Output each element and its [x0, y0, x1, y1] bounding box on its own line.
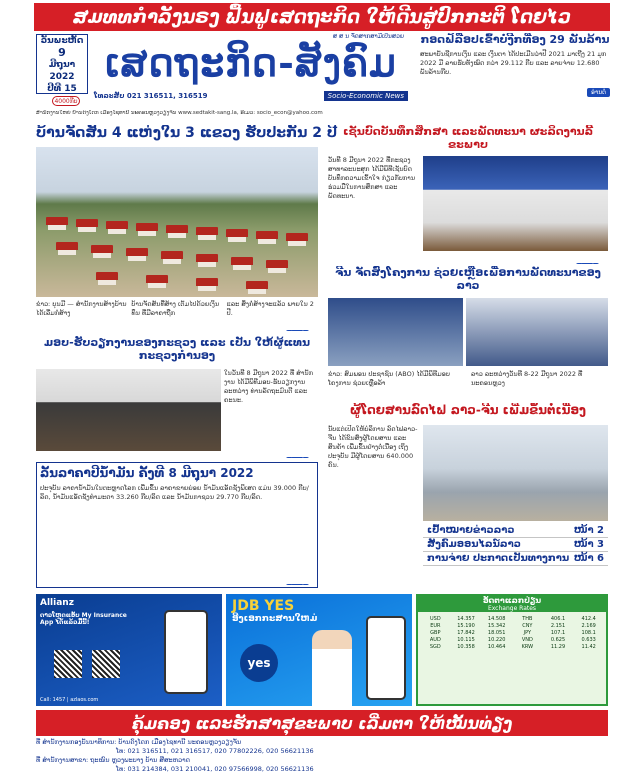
masthead-subtitle: Socio-Economic News — [324, 91, 408, 101]
issue-day: ວັນພະຫັດ — [40, 36, 84, 46]
fuel-headline: ລັ້ນລາຄາປີນ້ຳມັນ ຄັ້ງທີ 8 ມີຖຸນາ 2022 — [40, 466, 254, 480]
rate-cell: KRW — [521, 644, 534, 650]
read-more-button[interactable]: ອ່ານຕໍ່ — [587, 88, 610, 97]
rates-table — [418, 612, 606, 655]
rate-row — [420, 616, 604, 623]
rates-title: ອັດຕາແລກປ່ຽນ — [418, 596, 606, 605]
read-more-button[interactable] — [286, 584, 309, 585]
read-more-button[interactable] — [286, 457, 309, 458]
masthead-tagline: ສ ສ ນ ຈັດສາກສາມືເປັນສວຍ — [332, 33, 404, 40]
footer-phone-1: ໂທ: 021 316511, 021 316517, 020 77802226, 020 56621136 — [116, 747, 314, 755]
train-text: ນັບແຕ່ເປີດໃຫ້ບໍລິການ ລົດໄຟລາວ-ຈີນ ໄດ້ຂົນສົ່ງຜູ້ໂດຍສານ ແລະ ສິນຄ້າ ເພີ່ມຂຶ້ນຢ່າງຕໍ່ເນື່ອງ ເຖິງປະຈຸບັນ ມີຜູ້ໂດຍສານ 640.000 ຄົນ. — [328, 425, 418, 469]
rate-cell: 15.190 — [457, 623, 475, 629]
right-top-headline: ກອດຟ້ລືອປເຂົ້າບໍ່ງີກທີ່ອງ 29 ພັນລ້ານ — [420, 33, 610, 46]
right-story2-columns — [328, 370, 608, 400]
right-story2-headline: ຈີນ ຈັດສົ່ງໂຄງການ ຊ່ວຍເຫຼືອເພື່ອການພັດທະນາຂອງລາວ — [335, 266, 601, 292]
issue-box — [36, 34, 88, 94]
rate-cell: SGD — [429, 644, 441, 650]
jdb-ad[interactable] — [226, 594, 412, 706]
rate-cell: 10.115 — [457, 637, 475, 643]
rates-subtitle: Exchange Rates — [418, 605, 606, 612]
main-story-columns — [36, 300, 318, 330]
read-more-button[interactable] — [286, 330, 309, 331]
train-headline-box — [326, 403, 610, 423]
rate-cell: 17.842 — [457, 630, 475, 636]
rate-cell: 10.464 — [487, 644, 506, 650]
rate-cell: 11.29 — [550, 644, 566, 650]
phone-icon — [366, 616, 406, 700]
right-story2-text-left: ຂ່າວ: ສົມພອນ ປະຊາຊົນ (ABO) ໄດ້ມີພິທີມອບ ໂຄງການ ຊ່ວຍເຫຼືອລ້າ — [328, 370, 450, 387]
footer-phone-2: ໂທ: 031 214384, 031 210041, 020 97566998, 020 56621136 — [116, 765, 314, 773]
mid-story-text-box — [224, 369, 318, 449]
issue-year: ປີທີ 15 — [47, 84, 77, 94]
rate-cell: GBP — [430, 630, 441, 636]
bottom-banner — [36, 710, 608, 736]
rate-cell: USD — [429, 616, 441, 622]
right-story1-text-box — [328, 156, 420, 256]
toc-item[interactable]: ສັງຄົມອອນໄລນ໌ລາວ ໜ້າ 3 — [423, 538, 608, 552]
rate-row — [420, 637, 604, 644]
rate-cell: 412.4 — [581, 616, 596, 622]
footer — [36, 738, 608, 778]
rate-cell: 0.633 — [581, 637, 596, 643]
rate-cell: AUD — [429, 637, 441, 643]
rate-cell: 15.342 — [487, 623, 506, 629]
right-top-story — [420, 33, 610, 123]
footer-address-1: ທີ່ ສຳນັກງານກອງບັນນາທິການ: ບ້ານດົງໂດກ ເມືອງໄຊທານີ ນະຄອນຫຼວງວຽງຈັນ — [36, 738, 242, 746]
price-badge: 4000ກີບ — [52, 96, 80, 106]
main-col-1: ຂ່າວ: ບຸນມີ — ສຳນັກງານສ້າງບ້ານໄດ້ເລີ່ມກໍ່ສ້າງ — [36, 300, 127, 317]
rate-cell: 2.151 — [550, 623, 566, 629]
rate-row — [420, 644, 604, 651]
bottom-banner-text: ຄຸ້ມຄອງ ແລະຮັກສາສຸຂະພາບ ເລີ່ມຕາ ໃຫ້ໝັ້ນທ່ຽງ — [131, 713, 513, 733]
rate-cell: EUR — [430, 623, 441, 629]
rate-cell: 18.051 — [487, 630, 506, 636]
jdb-app-icon: yes — [240, 644, 278, 682]
fuel-price-box — [36, 462, 318, 588]
right-story1-headline: ເຊັນບົດບັນທຶກສຶກສາ ແລະພັດທະນາ ຜະລິດງານລີ້ຂະພາບ — [342, 125, 594, 151]
person-icon — [312, 630, 352, 706]
official-portrait-photo — [466, 298, 608, 366]
main-story-headline: ບ້ານຈັດສັນ 4 ແຫ່ງໃນ 3 ແຂວງ ຮັບປະກັນ 2 ປີ — [36, 125, 338, 141]
top-banner-text: ສມທທກຳລັງນຣງ ຟື້ນຟູເສດຖະກິດ ໃຫ້ດີນສູ່ປົກກະຕິ ໂດຍໄວ — [72, 6, 571, 28]
train-headline: ຜູ້ໂດຍສານລົດໄຟ ລາວ-ຈີນ ເພີ່ມຂຶ້ນຕໍ່ເນື່ອງ — [350, 403, 586, 417]
toc-item[interactable]: ການຈ່າຍ ປະກາດເປັນທາງການ ໜ້າ 6 — [423, 552, 608, 566]
rate-cell: 108.1 — [581, 630, 596, 636]
rate-cell: JPY — [523, 630, 532, 636]
main-story-headline-box — [36, 125, 366, 145]
allianz-text: ດາວໂຫຼດແອັບ My Insurance App ໄດ້ແລ້ວມື້ນີ້! — [40, 612, 127, 626]
rate-cell: 14.508 — [487, 616, 506, 622]
qr-code-icon — [54, 650, 82, 678]
right-story1-headline-box — [326, 125, 610, 153]
jdb-subtitle: ອີງເອກກະສານໃຫມ່ — [232, 614, 318, 624]
rate-cell: 14.357 — [457, 616, 475, 622]
main-col-3: ແລະ ສິ່ງກໍ່ສ້າງຈະແລ້ວ ພາຍໃນ 2 ປີ. — [226, 300, 314, 317]
rate-cell: VND — [521, 637, 533, 643]
rate-cell: 10.358 — [457, 644, 475, 650]
mid-story-text: ໃນວັນທີ 8 ມີຖຸນາ 2022 ທີ່ ສໍານັກງານ ໄດ້ມີພິທີມອບ-ຮັບວຽກງານ ລະຫວ່າງ ທ່ານລັດຖະມົນຕີ ແລະ ຄະນະ. — [224, 369, 314, 404]
masthead-phone: ໂທລະສັບ 021 316511, 316519 — [94, 92, 208, 100]
read-more-button[interactable] — [576, 263, 599, 264]
allianz-ad[interactable] — [36, 594, 222, 706]
main-col-2: ບ້ານຈັດສັນທີ່ສ້າງ ເຕັມໄປດ້ວຍເງິນທຶນ ທີ່ມີລາຄາຖືກ — [131, 300, 220, 317]
rate-cell: 107.1 — [550, 630, 566, 636]
train-station-photo — [423, 425, 608, 521]
rate-cell: THB — [522, 616, 533, 622]
rate-cell: 2.169 — [581, 623, 596, 629]
rate-cell: 11.42 — [581, 644, 596, 650]
issue-month: ມີຖຸນາ 2022 — [48, 60, 76, 82]
rate-row — [420, 623, 604, 630]
allianz-site: Call: 1457 | azlaos.com — [40, 697, 99, 703]
train-text-box — [328, 425, 420, 555]
top-banner — [34, 3, 610, 31]
right-story1-text: ວັນທີ 8 ມີຖຸນາ 2022 ທີ່ກະຊວງສາທາລະນະສຸກ ໄດ້ມີພິທີເຊັນບົດບັນທຶກຄວາມເຂົ້າໃຈ ກ່ຽວກັບການຮ່ວມມືໃນການສຶກສາ ແລະ ພັດທະນາ. — [328, 156, 416, 200]
rate-cell: CNY — [522, 623, 533, 629]
ceremony-photo — [36, 369, 221, 451]
masthead-title: ເສດຖະກິດ-ສັງຄົມ — [105, 40, 397, 85]
housing-photo — [36, 147, 318, 297]
mid-story-headline-box — [36, 336, 318, 366]
video-conference-photo — [328, 298, 463, 366]
signing-photo — [423, 156, 608, 251]
fuel-text: ປະຈຸບັນ ລາຄານ້ຳມັນໃນຕະຫຼາດໂລກ ເພີ່ມຂຶ້ນ ລາຄາຂາຍຍ່ອຍ ນ້ຳມັນແອັດຊັງພິເສດ ແມ່ນ 39.000 ກີບ/ລິດ, ນ້ຳມັນແອັດຊັງທຳມະດາ 33.260 ກີບ/ລິດ ແລະ ນ້ຳມັນກາຊວນ 29.770 ກີບ/ລິດ. — [40, 484, 309, 501]
rate-cell: 0.625 — [550, 637, 566, 643]
toc-item[interactable]: ເປົ້າໝາຍຂ່າວລາວ ໜ້າ 2 — [423, 524, 608, 538]
qr-code-icon — [92, 650, 120, 678]
allianz-brand: Allianz — [40, 598, 74, 608]
phone-icon — [164, 610, 208, 694]
exchange-rate-ad — [416, 594, 608, 706]
rate-cell: 10.220 — [487, 637, 506, 643]
rate-cell: 406.1 — [550, 616, 566, 622]
footer-address-2: ທີ່ ສຳນັກງານສາຂາ: ຖະໜົນ ຫຼວງພະບາງ ບ້ານ ສີສະຫວາດ — [36, 756, 190, 764]
issue-date: 9 — [58, 46, 66, 59]
right-story2-text-right: ລາວ ລະຫວ່າງວັນທີ 8-22 ມີຖຸນາ 2022 ທີ່ນະຄອນຫຼວງ — [471, 370, 583, 387]
mid-story-headline: ມອບ-ຮັບວຽກງານຂອງກະຊວງ ແລະ ເປັນ ໃຫ້ຜູ້ແທນກະຊວງກຳນອງ — [43, 336, 311, 362]
right-top-text: ສະພາບັນຊີການເງິນ ແລະ ເງິນຕາ ໄດ້ປະເມີນວ່າປີ 2021 ມາເຖີງ 21 ມຸກ 2022 ມີ ລາຍຮັບທັງໝົດ ກວ່າ 29.112 ກີບ ແລະ ລາຍຈ່າຍ 12.680 ພັນລ້ານກີບ. — [420, 50, 607, 76]
right-story2-headline-box — [326, 266, 610, 296]
masthead-contact: ສຳນັກງານໃຫຍ່ ບ້ານດົງໂດກ ເມືອງໄຊທານີ ນະຄອນຫຼວງວຽງຈັນ www.sedtakit-sang.la, ອີເມວ: socio_econ@yahoo.com — [36, 110, 323, 116]
rate-row — [420, 630, 604, 637]
table-of-contents — [423, 524, 608, 586]
jdb-title: JDB YES — [232, 598, 295, 614]
